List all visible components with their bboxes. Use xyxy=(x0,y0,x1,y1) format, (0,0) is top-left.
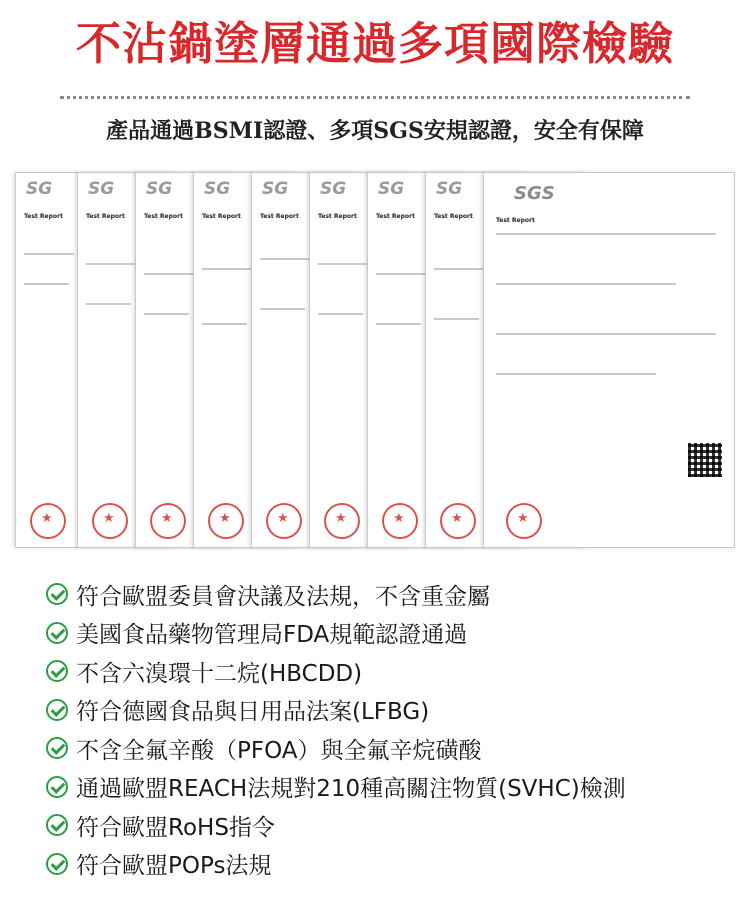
feature-label: 美國食品藥物管理局FDA規範認證通過 xyxy=(76,622,468,649)
report-title: Test Report xyxy=(318,213,357,220)
feature-list xyxy=(46,575,626,883)
check-circle-icon xyxy=(46,776,68,798)
feature-label: 符合歐盟RoHS指令 xyxy=(76,814,275,841)
seal-stamp xyxy=(208,503,244,539)
seal-stamp xyxy=(440,503,476,539)
sgs-logo: SG xyxy=(262,179,289,199)
check-circle-icon xyxy=(46,814,68,836)
check-circle-icon xyxy=(46,583,68,605)
list-item xyxy=(46,768,626,807)
check-circle-icon xyxy=(46,737,68,759)
sgs-logo: SG xyxy=(26,179,53,199)
report-sheet-front xyxy=(483,172,735,548)
report-title: Test Report xyxy=(144,213,183,220)
seal-stamp xyxy=(92,503,128,539)
check-circle-icon xyxy=(46,853,68,875)
seal-stamp xyxy=(150,503,186,539)
feature-label: 不含全氟辛酸（PFOA）與全氟辛烷磺酸 xyxy=(76,737,482,764)
title-part-dark: 通過多項國際檢驗 xyxy=(306,17,675,70)
feature-label: 不含六溴環十二烷(HBCDD) xyxy=(76,660,363,687)
list-item xyxy=(46,806,626,845)
list-item xyxy=(46,845,626,884)
report-title: Test Report xyxy=(376,213,415,220)
report-title: Test Report xyxy=(86,213,125,220)
test-report-collage xyxy=(15,172,735,548)
check-circle-icon xyxy=(46,622,68,644)
title-part-red: 不沾鍋塗層 xyxy=(75,17,306,70)
sgs-logo: SG xyxy=(146,179,173,199)
list-item xyxy=(46,575,626,614)
report-title: Test Report xyxy=(260,213,299,220)
sgs-logo: SG xyxy=(88,179,115,199)
seal-stamp xyxy=(382,503,418,539)
page-title xyxy=(0,12,750,76)
feature-label: 符合歐盟POPs法規 xyxy=(76,853,272,880)
report-title: Test Report xyxy=(434,213,473,220)
check-circle-icon xyxy=(46,699,68,721)
seal-stamp xyxy=(30,503,66,539)
sgs-logo: SG xyxy=(436,179,463,199)
sgs-logo: SG xyxy=(378,179,405,199)
report-title: Test Report xyxy=(202,213,241,220)
feature-label: 通過歐盟REACH法規對210種高關注物質(SVHC)檢測 xyxy=(76,776,626,803)
list-item xyxy=(46,652,626,691)
report-title: Test Report xyxy=(496,217,535,224)
list-item xyxy=(46,691,626,730)
subtitle: 產品通過BSMI認證、多項SGS安規認證，安全有保障 xyxy=(106,118,644,144)
seal-stamp xyxy=(506,503,542,539)
seal-stamp xyxy=(266,503,302,539)
feature-label: 符合歐盟委員會決議及法規，不含重金屬 xyxy=(76,583,490,610)
check-circle-icon xyxy=(46,660,68,682)
report-title: Test Report xyxy=(24,213,63,220)
list-item xyxy=(46,614,626,653)
sgs-logo: SG xyxy=(320,179,347,199)
seal-stamp xyxy=(324,503,360,539)
sgs-logo: SGS xyxy=(514,183,555,204)
dotted-divider xyxy=(60,96,690,99)
list-item xyxy=(46,729,626,768)
sgs-logo: SG xyxy=(204,179,231,199)
qr-code xyxy=(688,443,722,477)
feature-label: 符合德國食品與日用品法案(LFBG) xyxy=(76,699,430,726)
